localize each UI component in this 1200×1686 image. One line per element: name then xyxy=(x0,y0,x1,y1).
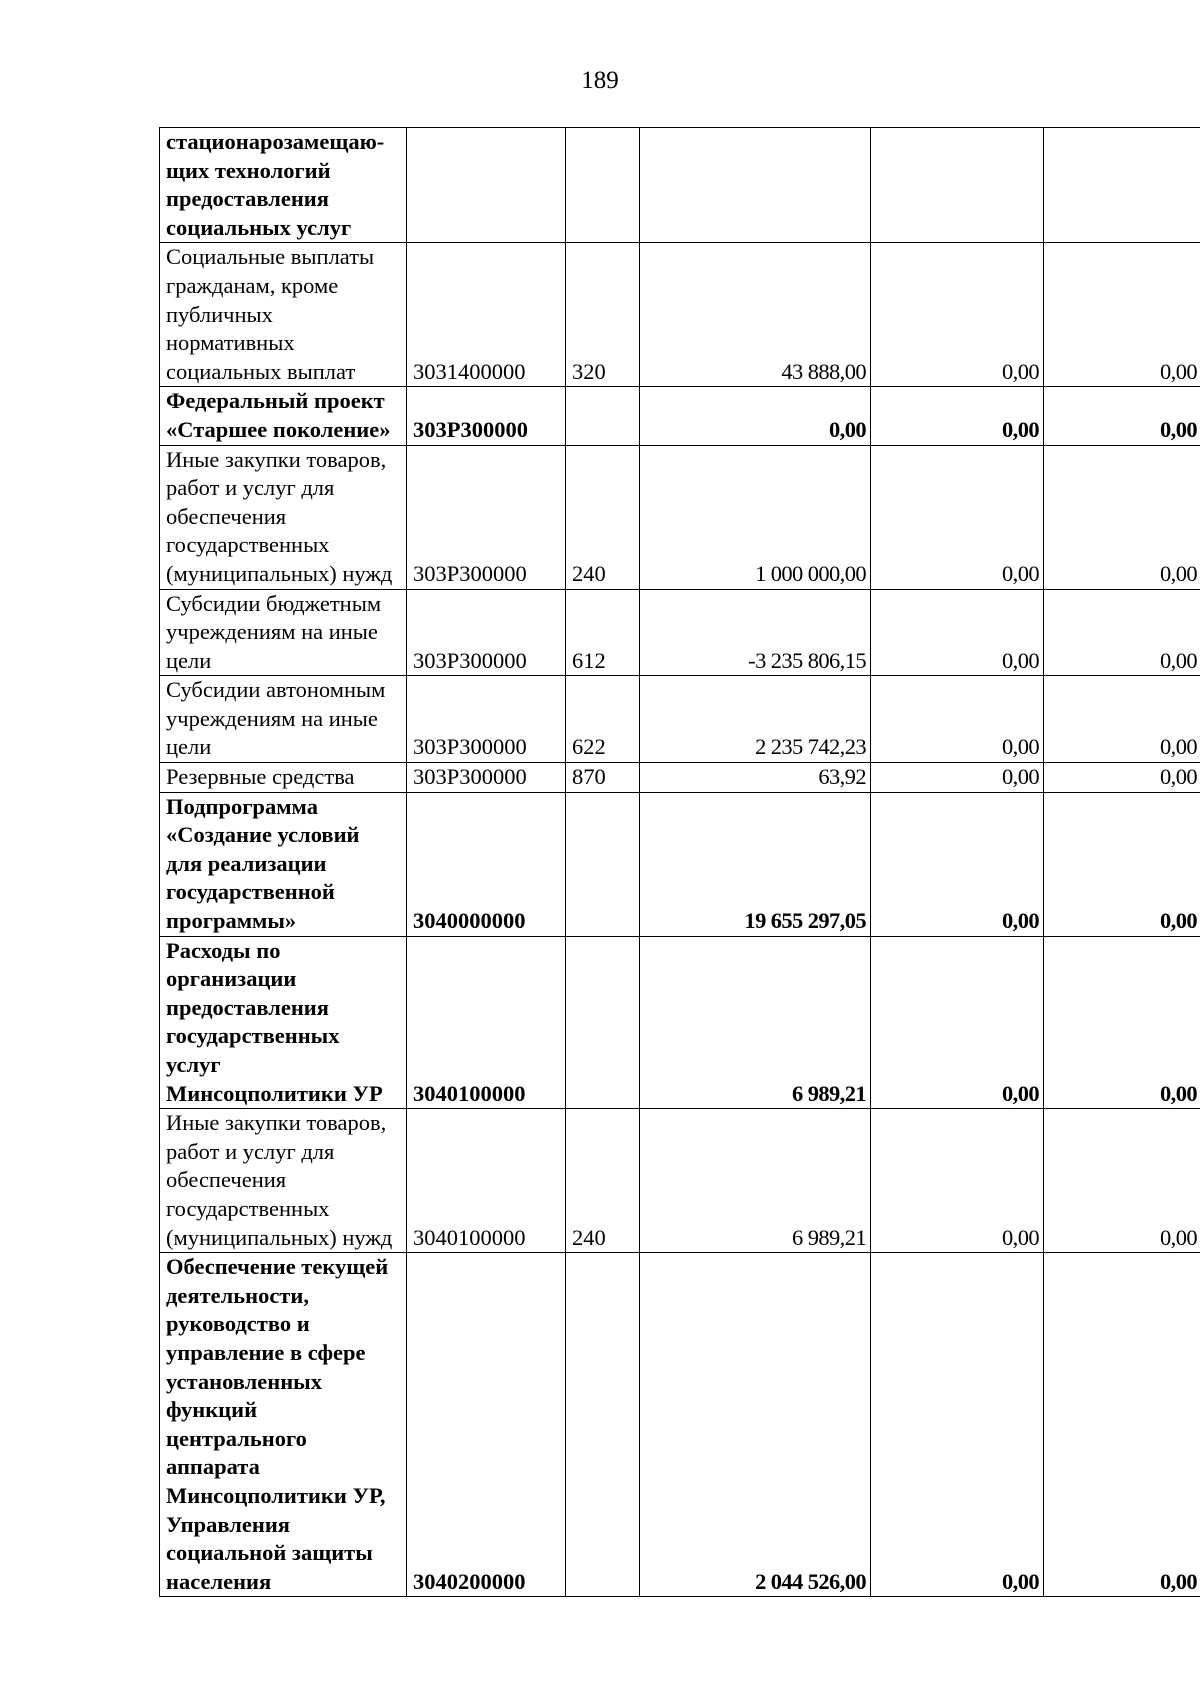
row-name-line: Резервные средства xyxy=(166,764,355,790)
row-name-cell xyxy=(160,936,407,1109)
row-name-line: Федеральный проект xyxy=(166,388,385,414)
amount-2-cell: 0,00 xyxy=(871,387,1044,445)
amount-2-cell: 0,00 xyxy=(871,1253,1044,1597)
row-name-line: управление в сфере xyxy=(166,1339,366,1365)
row-name-line: «Создание условий xyxy=(166,822,360,848)
table-row xyxy=(160,387,1200,445)
amount-2-cell: 0,00 xyxy=(871,445,1044,589)
target-article-code-cell: 3040100000 xyxy=(407,936,566,1109)
target-article-code-cell: 3031400000 xyxy=(407,243,566,387)
amount-2-cell: 0,00 xyxy=(871,936,1044,1109)
amount-2-cell: 0,00 xyxy=(871,243,1044,387)
table-row xyxy=(160,1109,1200,1253)
row-name-line: нормативных xyxy=(166,330,295,356)
row-name-line: цели xyxy=(166,734,212,760)
row-name-line: для реализации xyxy=(166,850,327,876)
table-row xyxy=(160,1253,1200,1597)
row-name-cell xyxy=(160,243,407,387)
amount-2-cell: 0,00 xyxy=(871,792,1044,936)
row-name-line: государственной xyxy=(166,879,335,905)
amount-2-cell xyxy=(871,128,1044,243)
table-body xyxy=(160,128,1200,1597)
target-article-code-cell: 3040200000 xyxy=(407,1253,566,1597)
expense-type-cell: 622 xyxy=(566,676,640,763)
row-name-line: предоставления xyxy=(166,186,329,212)
expense-type-cell: 240 xyxy=(566,1109,640,1253)
target-article-code-cell: 303Р300000 xyxy=(407,676,566,763)
row-name-cell xyxy=(160,1109,407,1253)
row-name-line: деятельности, xyxy=(166,1282,309,1308)
amount-3-cell: 0,00 xyxy=(1044,589,1200,676)
row-name-cell xyxy=(160,445,407,589)
row-name-line: Расходы по xyxy=(166,937,281,963)
table-row xyxy=(160,763,1200,793)
row-name-line: стационарозамещаю- xyxy=(166,129,385,154)
table-row xyxy=(160,445,1200,589)
row-name-cell xyxy=(160,792,407,936)
row-name-line: населения xyxy=(166,1568,272,1594)
row-name-line: Минсоцполитики УР, xyxy=(166,1482,386,1508)
amount-2-cell: 0,00 xyxy=(871,676,1044,763)
target-article-code-cell xyxy=(407,128,566,243)
amount-3-cell: 0,00 xyxy=(1044,676,1200,763)
page-number: 189 xyxy=(581,67,619,94)
row-name-line: центрального xyxy=(166,1425,307,1451)
row-name-line: учреждениям на иные xyxy=(166,705,378,731)
target-article-code-cell: 303Р300000 xyxy=(407,763,566,793)
row-name-line: руководство и xyxy=(166,1311,310,1337)
row-name-line: программы» xyxy=(166,908,297,934)
row-name-line: государственных xyxy=(166,1195,330,1221)
amount-2-cell: 0,00 xyxy=(871,1109,1044,1253)
expense-type-cell xyxy=(566,936,640,1109)
row-name-line: «Старшее поколение» xyxy=(166,416,391,442)
row-name-line: предоставления xyxy=(166,994,329,1020)
amount-2-cell: 0,00 xyxy=(871,763,1044,793)
amount-1-cell: 2 044 526,00 xyxy=(640,1253,871,1597)
amount-3-cell: 0,00 xyxy=(1044,763,1200,793)
row-name-line: Социальные выплаты xyxy=(166,244,375,270)
amount-3-cell: 0,00 xyxy=(1044,1109,1200,1253)
amount-1-cell: 19 655 297,05 xyxy=(640,792,871,936)
row-name-line: обеспечения xyxy=(166,1167,287,1193)
row-name-cell xyxy=(160,128,407,243)
row-name-line: (муниципальных) нужд xyxy=(166,560,393,586)
expense-type-cell xyxy=(566,1253,640,1597)
row-name-line: Иные закупки товаров, xyxy=(166,1110,387,1136)
expense-type-cell: 612 xyxy=(566,589,640,676)
target-article-code-cell: 303Р300000 xyxy=(407,445,566,589)
row-name-cell xyxy=(160,589,407,676)
target-article-code-cell: 303Р300000 xyxy=(407,589,566,676)
row-name-line: учреждениям на иные xyxy=(166,619,378,645)
row-name-line: аппарата xyxy=(166,1454,260,1480)
table-row xyxy=(160,936,1200,1109)
amount-1-cell: 63,92 xyxy=(640,763,871,793)
row-name-line: публичных xyxy=(166,301,273,327)
row-name-line: Субсидии автономным xyxy=(166,677,386,703)
row-name-cell xyxy=(160,1253,407,1597)
expense-type-cell: 320 xyxy=(566,243,640,387)
row-name-line: социальных выплат xyxy=(166,358,356,384)
amount-1-cell: 43 888,00 xyxy=(640,243,871,387)
row-name-line: организации xyxy=(166,966,297,992)
target-article-code-cell: 3040000000 xyxy=(407,792,566,936)
row-name-line: обеспечения xyxy=(166,503,287,529)
expense-type-cell: 870 xyxy=(566,763,640,793)
row-name-line: Субсидии бюджетным xyxy=(166,590,382,616)
table-row xyxy=(160,243,1200,387)
row-name-line: (муниципальных) нужд xyxy=(166,1224,393,1250)
row-name-line: установленных xyxy=(166,1368,322,1394)
row-name-cell xyxy=(160,676,407,763)
row-name-line: работ и услуг для xyxy=(166,475,335,501)
row-name-line: государственных xyxy=(166,532,330,558)
budget-table xyxy=(159,127,1200,1597)
row-name-cell xyxy=(160,763,407,793)
row-name-line: цели xyxy=(166,647,212,673)
row-name-line: государственных xyxy=(166,1023,340,1049)
row-name-line: Минсоцполитики УР xyxy=(166,1080,383,1106)
row-name-line: гражданам, кроме xyxy=(166,272,339,298)
table-row xyxy=(160,128,1200,243)
amount-1-cell: 6 989,21 xyxy=(640,1109,871,1253)
amount-3-cell: 0,00 xyxy=(1044,936,1200,1109)
amount-1-cell: -3 235 806,15 xyxy=(640,589,871,676)
row-name-line: работ и услуг для xyxy=(166,1138,335,1164)
amount-1-cell: 0,00 xyxy=(640,387,871,445)
amount-1-cell: 2 235 742,23 xyxy=(640,676,871,763)
expense-type-cell xyxy=(566,792,640,936)
amount-1-cell xyxy=(640,128,871,243)
expense-type-cell xyxy=(566,387,640,445)
expense-type-cell: 240 xyxy=(566,445,640,589)
row-name-line: социальной защиты xyxy=(166,1540,373,1566)
amount-3-cell: 0,00 xyxy=(1044,387,1200,445)
row-name-line: социальных услуг xyxy=(166,214,352,240)
amount-1-cell: 6 989,21 xyxy=(640,936,871,1109)
amount-3-cell: 0,00 xyxy=(1044,243,1200,387)
row-name-line: функций xyxy=(166,1397,258,1423)
amount-3-cell: 0,00 xyxy=(1044,445,1200,589)
table-row xyxy=(160,792,1200,936)
amount-3-cell: 0,00 xyxy=(1044,1253,1200,1597)
row-name-line: Подпрограмма xyxy=(166,793,318,819)
row-name-line: щих технологий xyxy=(166,157,331,183)
amount-3-cell xyxy=(1044,128,1200,243)
table-row xyxy=(160,676,1200,763)
table-row xyxy=(160,589,1200,676)
row-name-cell xyxy=(160,387,407,445)
amount-2-cell: 0,00 xyxy=(871,589,1044,676)
row-name-line: Обеспечение текущей xyxy=(166,1254,389,1280)
amount-3-cell: 0,00 xyxy=(1044,792,1200,936)
row-name-line: услуг xyxy=(166,1052,221,1077)
target-article-code-cell: 3040100000 xyxy=(407,1109,566,1253)
target-article-code-cell: 303Р300000 xyxy=(407,387,566,445)
row-name-line: Управления xyxy=(166,1511,290,1537)
amount-1-cell: 1 000 000,00 xyxy=(640,445,871,589)
expense-type-cell xyxy=(566,128,640,243)
row-name-line: Иные закупки товаров, xyxy=(166,446,387,472)
